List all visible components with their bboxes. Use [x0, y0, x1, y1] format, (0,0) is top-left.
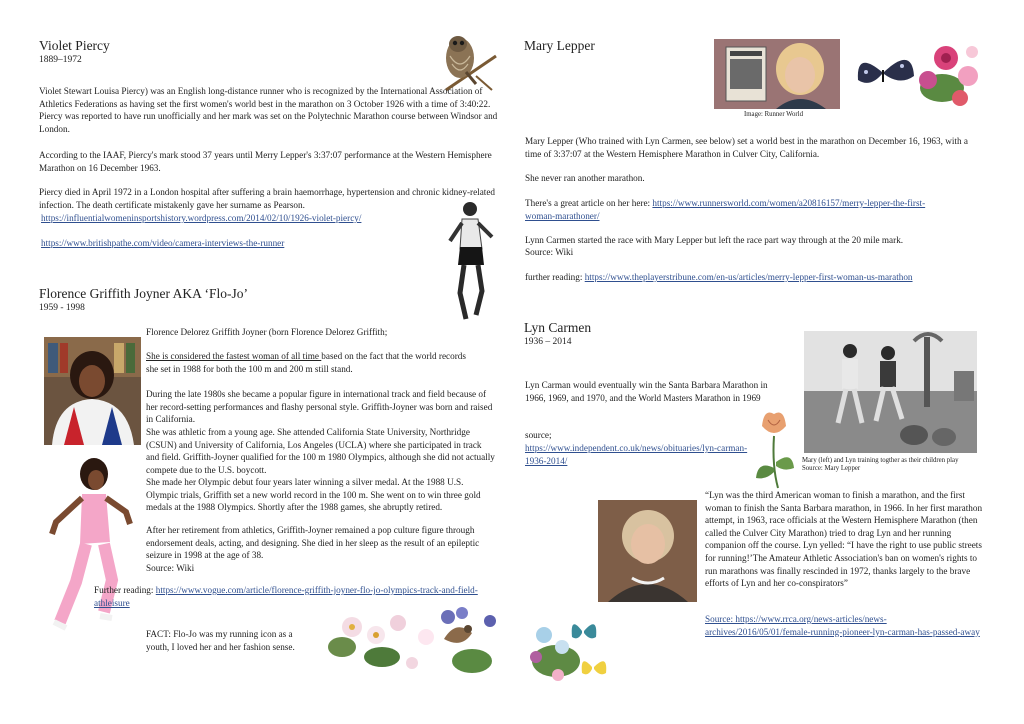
lyn-carmen-portrait-photo	[598, 500, 697, 602]
mary-lyn-photo-caption	[802, 457, 992, 473]
flojo-further-label: Further reading:	[94, 585, 156, 595]
flojo-years: 1959 - 1998	[39, 303, 85, 313]
flojo-heading: Florence Griffith Joyner AKA ‘Flo-Jo’	[39, 286, 248, 301]
butterfly-flowers-illustration	[852, 36, 986, 110]
mary-lyn-photo-caption-line-1: Mary (left) and Lyn training togther as their children play	[802, 457, 959, 464]
flowers-butterflies-illustration	[522, 611, 616, 689]
flojo-paragraph-3: She was athletic from a young age. She attended California State University, Northridge (CSUN) and University of California, Los Angeles (UCLA) where she participated in track and field. Griffith-Joyner qualified for the 100 m 1980 Olympics, although she did not actually compete due to the U.S. boycott.	[146, 427, 495, 475]
mary-lepper-image-caption: Image: Runner World	[744, 111, 803, 118]
mary-lepper-runnersworld-link[interactable]: https://www.runnersworld.com/women/a20816157/merry-lepper-the-first-woman-marathoner/	[525, 198, 926, 221]
mary-lyn-photo-caption-line-2: Source: Mary Lepper	[802, 465, 861, 472]
mary-lepper-paragraph-1: Mary Lepper (Who trained with Lyn Carmen, see below) set a world best in the marathon on December 16, 1963, with a time of 3:37:07 at the Western Hemisphere Marathon in Culver City, California.	[525, 136, 968, 159]
violet-piercy-photo	[444, 197, 500, 323]
flojo-paragraph-4: She made her Olympic debut four years later winning a silver medal. At the 1988 U.S. Olympic trials, Griffith set a new world record in the 100 m. She went on to win three gold medals at the 1988 Olympics. Shortly after the 1988 games, she abruptly retired.	[146, 477, 481, 513]
flojo-paragraph-1	[146, 350, 480, 375]
mary-lepper-further-reading	[525, 271, 995, 284]
mary-lepper-article	[525, 197, 945, 222]
mary-lepper-paragraph-2: She never ran another marathon.	[525, 173, 645, 183]
flojo-portrait-photo	[44, 337, 141, 445]
violet-piercy-heading: Violet Piercy	[39, 38, 110, 53]
flojo-paragraph-5: After her retirement from athletics, Griffith-Joyner remained a pop culture figure through endorsement deals, acting, and designing. She died in her sleep as the result of an epileptic seizure in 1998 at the age of 38.	[146, 525, 480, 561]
mary-lepper-photo	[714, 39, 840, 109]
violet-piercy-years: 1889–1972	[39, 55, 82, 65]
mary-lepper-further-label: further reading:	[525, 272, 585, 282]
violet-piercy-paragraph-1: Violet Stewart Louisa Piercy) was an English long-distance runner who is recognized by the International Association of Athletics Federations as having set the first women's world best in the marathon on 3 October 1926 with a time of 3:40:22. Piercy was reported to have run unofficially and her mark was set on the Polytechnic Marathon course between Windsor and London.	[39, 86, 498, 134]
mary-lepper-source: Source: Wiki	[525, 247, 574, 257]
lyn-carmen-paragraph-1: Lyn Carman would eventually win the Santa Barbara Marathon in 1966, 1969, and 1970, and the World Masters Marathon in 1969	[525, 380, 768, 403]
flowers-bird-illustration	[322, 605, 500, 679]
violet-piercy-link-wordpress[interactable]: https://influentialwomeninsportshistory.wordpress.com/2014/02/10/1926-violet-piercy/	[41, 213, 362, 223]
flojo-paragraph-1-rest: based on the fact that the world records she set in 1988 for both the 100 m and 200 m still stand.	[146, 351, 466, 374]
violet-piercy-paragraph-2: According to the IAAF, Piercy's mark stood 37 years until Merry Lepper's 3:37:07 performance at the Western Hemisphere Marathon on 16 December 1963.	[39, 150, 492, 173]
mary-lepper-heading: Mary Lepper	[524, 38, 595, 53]
lyn-carmen-heading: Lyn Carmen	[524, 320, 592, 335]
flojo-fact: FACT: Flo-Jo was my running icon as a youth, I loved her and her fashion sense.	[146, 629, 295, 652]
tulip-illustration	[752, 406, 798, 490]
violet-piercy-link-pathe[interactable]: https://www.britishpathe.com/video/camera-interviews-the-runner	[41, 238, 285, 248]
mary-lyn-training-photo	[804, 331, 977, 453]
lyn-carmen-quote: “Lyn was the third American woman to finish a marathon, and the first woman to finish the Santa Barbara marathon, in 1966. In her first marathon attempt, in 1963, race officials at the Western Hemisphere Marathon (then called the Culver City Marathon) tried to drag Lyn and her running companion off the course. Lyn yelled: “I have the right to use public streets for running!’The Amateur Athletic Association's ban on women's rights to run marathons was finally rescinded in 1972, thanks largely to the brave efforts of Lyn and her co-conspirators”	[705, 490, 983, 589]
flojo-paragraph-intro: Florence Delorez Griffith Joyner (born Florence Delorez Griffith;	[146, 327, 388, 337]
flojo-paragraph-2: During the late 1980s she became a popular figure in international track and field because of her record-setting performances and flashy personal style. Griffith-Joyner was born and raised in California.	[146, 389, 493, 425]
flojo-running-photo	[46, 452, 136, 638]
mary-lepper-article-label: There's a great article on her here:	[525, 198, 653, 208]
lyn-carmen-years: 1936 – 2014	[524, 337, 572, 347]
lyn-carmen-independent-link[interactable]: https://www.independent.co.uk/news/obituaries/lyn-carman-1936-2014/	[525, 443, 748, 466]
flojo-source: Source: Wiki	[146, 563, 195, 573]
violet-piercy-paragraph-3: Piercy died in April 1972 in a London hospital after suffering a brain haemorrhage, hypertension and chronic kidney-related infection. The death certificate mistakenly gave her surname as Pearson.	[39, 187, 496, 210]
mary-lepper-paragraph-4: Lynn Carmen started the race with Mary Lepper but left the race part way through at the 20 mile mark.	[525, 235, 904, 245]
mary-lepper-playerstribune-link[interactable]: https://www.theplayerstribune.com/en-us/articles/merry-lepper-first-woman-us-marathon	[584, 272, 913, 282]
lyn-carmen-source-label: source;	[525, 430, 552, 440]
flojo-vogue-link[interactable]: https://www.vogue.com/article/florence-griffith-joyner-flo-jo-olympics-track-and-field-athleisure	[94, 585, 478, 608]
lyn-carmen-rrca-source-link[interactable]: Source: https://www.rrca.org/news-articles/news-archives/2016/05/01/female-running-pioneer-lyn-carman-has-passed-away	[705, 614, 980, 637]
flojo-fastest-phrase: She is considered the fastest woman of all time	[146, 351, 322, 361]
